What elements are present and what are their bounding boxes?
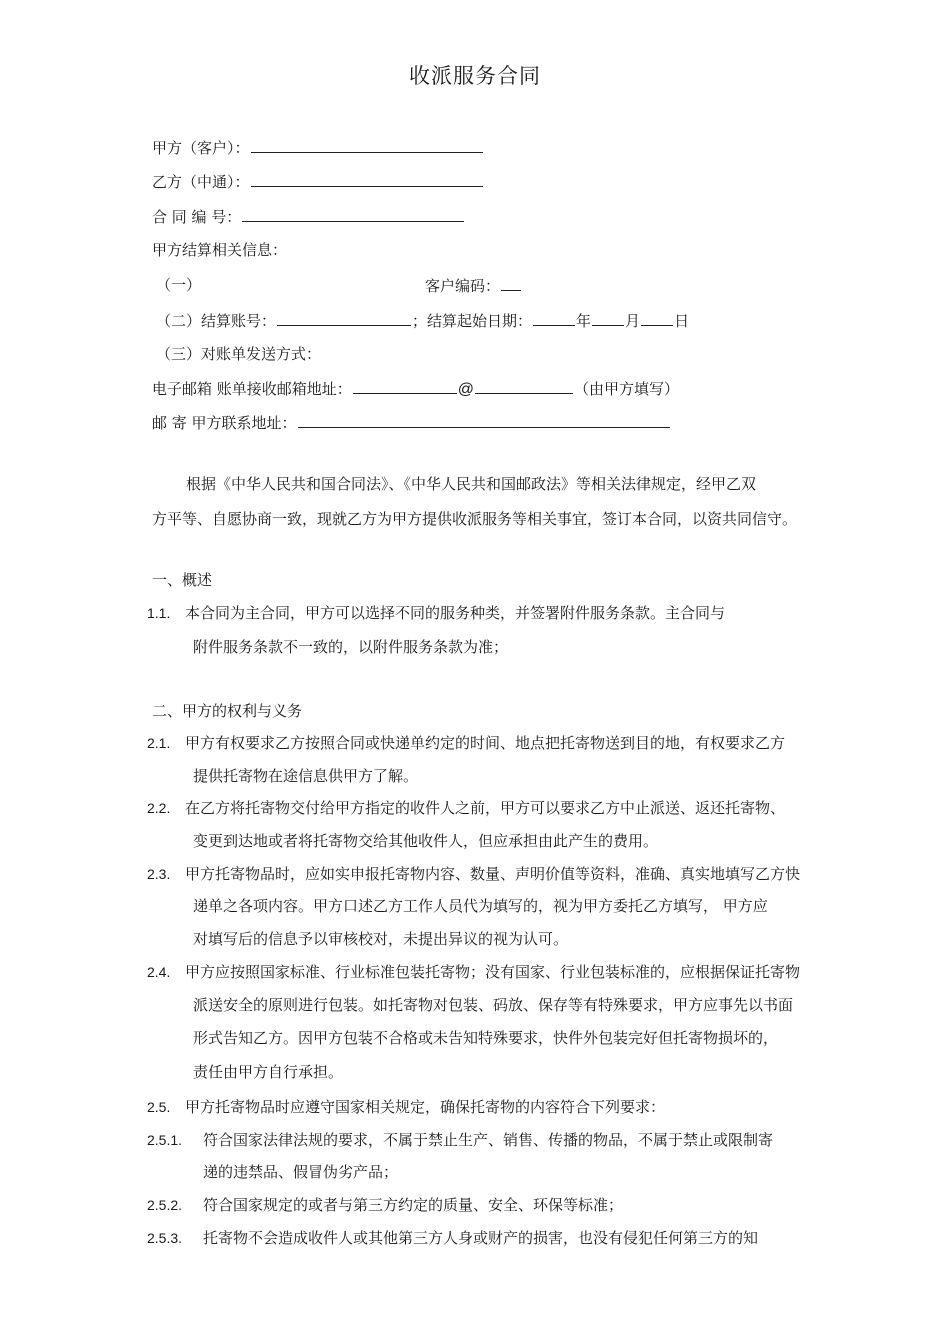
- party-a-label: 甲方（客户）：: [152, 139, 250, 157]
- customer-code-blank[interactable]: [501, 275, 521, 291]
- year-label: 年: [576, 312, 592, 330]
- clause-line: 递的违禁品、假冒伪劣产品；: [203, 1163, 399, 1181]
- clause-row: [147, 1130, 773, 1150]
- party-b-blank[interactable]: [251, 171, 483, 187]
- clause-row: [147, 864, 800, 884]
- clause-row: [147, 1195, 623, 1215]
- document-title: 收派服务合同: [409, 64, 541, 88]
- account-blank[interactable]: [277, 310, 411, 326]
- clause-line: 甲方应按照国家标准、行业标准包装托寄物；没有国家、行业包装标准的，应根据保证托寄物: [185, 963, 801, 981]
- party-b-label: 乙方（中通）：: [152, 173, 250, 191]
- party-a-row: [152, 137, 484, 158]
- contract-no-row: [152, 206, 465, 227]
- filled-by-label: （由甲方填写）: [574, 380, 680, 398]
- settle-start-label: ；结算起始日期：: [412, 312, 533, 330]
- clause-line: 附件服务条款不一致的，以附件服务条款为准；: [193, 638, 509, 656]
- party-a-blank[interactable]: [251, 137, 483, 153]
- clause-number: 2.2.: [147, 800, 171, 816]
- clause-line: 派送安全的原则进行包装。如托寄物对包装、码放、保存等有特殊要求，甲方应事先以书面: [193, 996, 794, 1014]
- clause-line: 符合国家法律法规的要求，不属于禁止生产、销售、传播的物品，不属于禁止或限制寄: [203, 1131, 774, 1149]
- section-heading: 一、概述: [152, 571, 213, 589]
- clause-line: 责任由甲方自行承担。: [193, 1063, 344, 1081]
- section-heading: 二、甲方的权利与义务: [152, 702, 303, 720]
- mail-row: [152, 412, 671, 433]
- clause-line: 提供托寄物在途信息供甲方了解。: [193, 767, 419, 785]
- clause-number: 2.3.: [147, 866, 171, 882]
- intro-line-2: 方平等、自愿协商一致，现就乙方为甲方提供收派服务等相关事宜，签订本合同，以资共同信守。: [152, 510, 798, 528]
- clause-number: 2.5.3.: [147, 1230, 183, 1246]
- item1-label: （一）: [156, 276, 202, 294]
- email-user-blank[interactable]: [353, 378, 457, 394]
- day-label: 日: [674, 312, 690, 330]
- item2-label: （二）结算账号：: [156, 312, 277, 330]
- clause-line: 对填写后的信息予以审核校对，未提出异议的视为认可。: [193, 930, 569, 948]
- email-label: 电子邮箱 账单接收邮箱地址：: [152, 380, 352, 398]
- clause-row: [147, 603, 725, 623]
- at-sign: @: [457, 381, 475, 398]
- clause-row: [147, 798, 785, 818]
- day-blank[interactable]: [641, 310, 673, 326]
- clause-number: 2.4.: [147, 964, 171, 980]
- clause-number: 2.1.: [147, 735, 171, 751]
- month-label: 月: [625, 312, 641, 330]
- clause-row: [147, 1097, 665, 1117]
- clause-line: 甲方托寄物品时，应如实申报托寄物内容、数量、声明价值等资料，准确、真实地填写乙方快: [185, 865, 801, 883]
- party-b-row: [152, 171, 484, 192]
- clause-number: 2.5.: [147, 1099, 171, 1115]
- email-row: [152, 378, 679, 400]
- clause-number: 2.5.2.: [147, 1197, 183, 1213]
- customer-code-label: 客户编码：: [425, 277, 501, 295]
- clause-line: 符合国家规定的或者与第三方约定的质量、安全、环保等标准；: [203, 1196, 624, 1214]
- clause-row: [147, 962, 800, 982]
- item3-label: （三）对账单发送方式：: [156, 345, 322, 363]
- email-domain-blank[interactable]: [475, 378, 573, 394]
- clause-row: [147, 1228, 758, 1248]
- clause-line: 甲方有权要求乙方按照合同或快递单约定的时间、地点把托寄物送到目的地，有权要求乙方: [185, 734, 786, 752]
- item2-row: [156, 310, 689, 331]
- clause-line: 变更到达地或者将托寄物交给其他收件人，但应承担由此产生的费用。: [193, 832, 659, 850]
- clause-line: 托寄物不会造成收件人或其他第三方人身或财产的损害，也没有侵犯任何第三方的知: [203, 1229, 759, 1247]
- customer-code-row: [425, 275, 522, 296]
- intro-line-1: 根据《中华人民共和国合同法》、《中华人民共和国邮政法》等相关法律规定，经甲乙双: [186, 475, 757, 493]
- clause-row: [147, 733, 785, 753]
- clause-line: 甲方托寄物品时应遵守国家相关规定，确保托寄物的内容符合下列要求：: [185, 1098, 666, 1116]
- mail-label: 邮 寄 甲方联系地址：: [152, 414, 297, 432]
- clause-number: 2.5.1.: [147, 1132, 183, 1148]
- settle-info-label: 甲方结算相关信息：: [152, 241, 288, 259]
- month-blank[interactable]: [592, 310, 624, 326]
- mail-address-blank[interactable]: [298, 412, 670, 428]
- clause-line: 本合同为主合同，甲方可以选择不同的服务种类，并签署附件服务条款。主合同与: [185, 604, 726, 622]
- year-blank[interactable]: [533, 310, 575, 326]
- clause-line: 递单之各项内容。甲方口述乙方工作人员代为填写的，视为甲方委托乙方填写， 甲方应: [193, 897, 768, 915]
- clause-line: 在乙方将托寄物交付给甲方指定的收件人之前，甲方可以要求乙方中止派送、返还托寄物、: [185, 799, 786, 817]
- clause-number: 1.1.: [147, 605, 171, 621]
- contract-no-blank[interactable]: [242, 206, 464, 222]
- clause-line: 形式告知乙方。因甲方包装不合格或未告知特殊要求，快件外包装完好但托寄物损坏的，: [193, 1029, 779, 1047]
- contract-no-label: 合 同 编 号：: [152, 208, 242, 226]
